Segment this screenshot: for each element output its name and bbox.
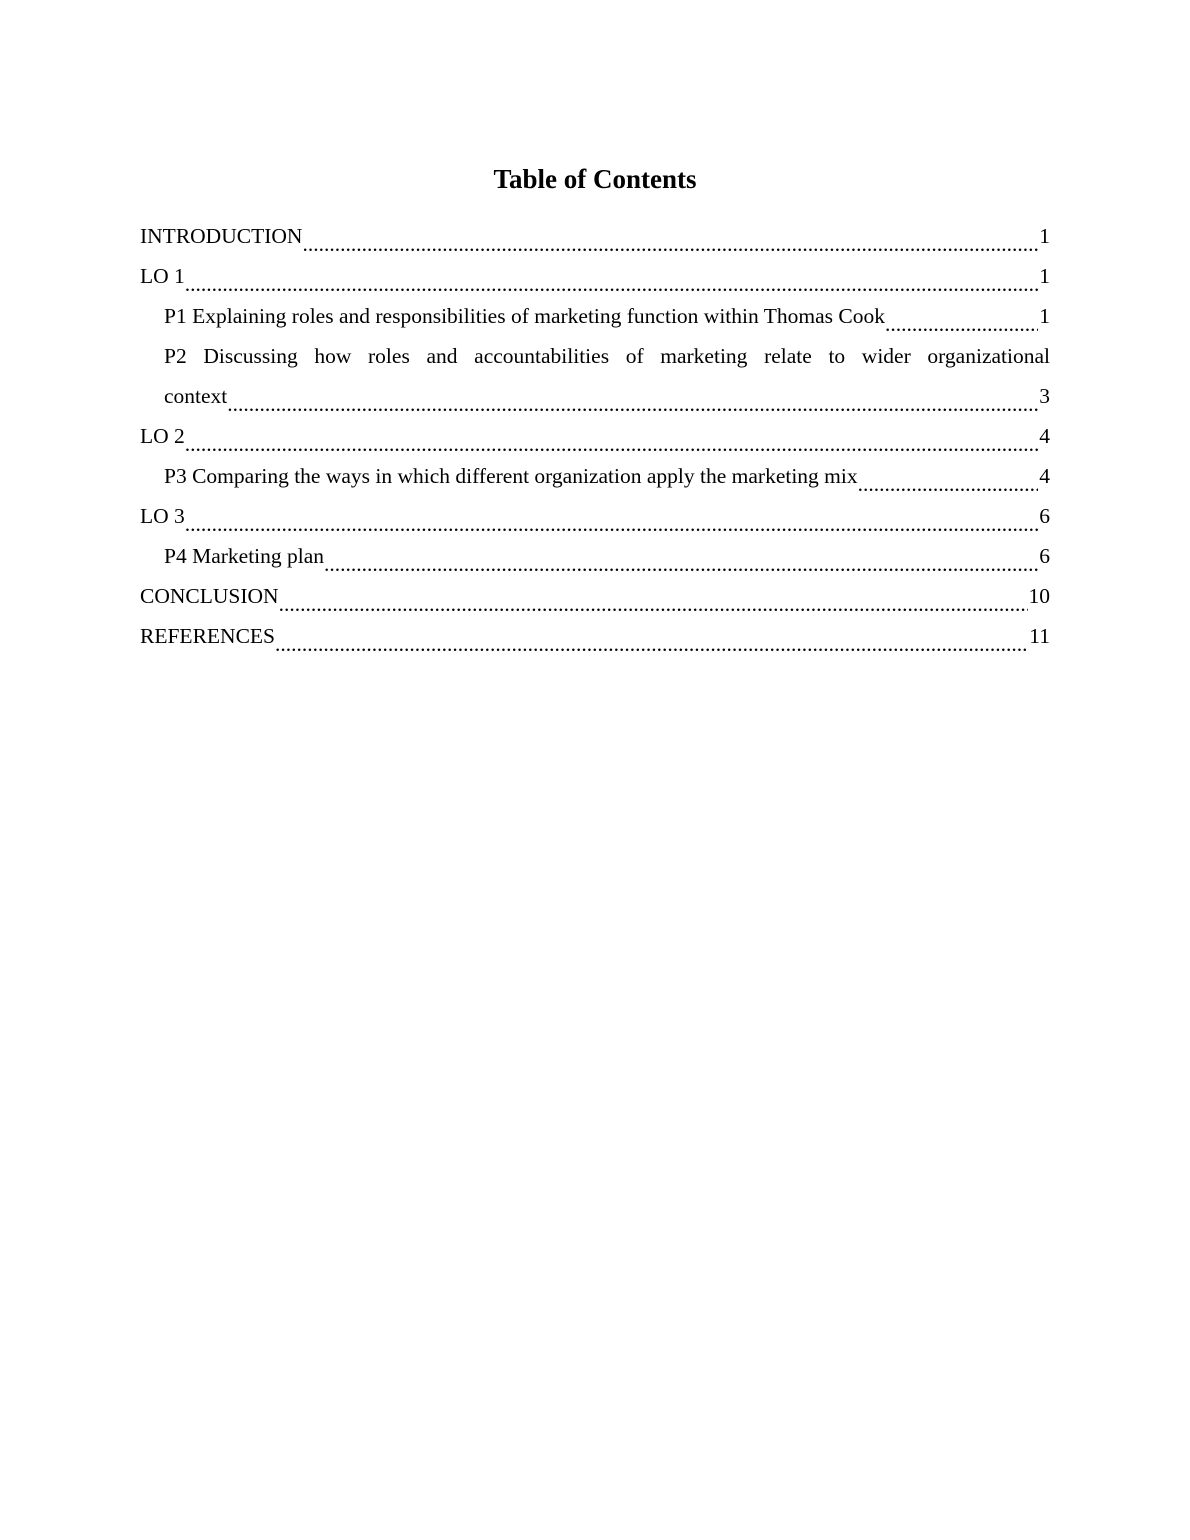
- page-title: Table of Contents: [493, 164, 697, 194]
- toc-entry-label: LO 2 .....: [140, 424, 185, 448]
- toc-entry-lo2[interactable]: [140, 416, 1050, 456]
- toc-entry-lo3[interactable]: [140, 496, 1050, 536]
- toc-entry-page-number: 1: [1038, 216, 1050, 256]
- toc-entry-page-number: 1: [1038, 256, 1050, 296]
- toc-entry-label: P3 Comparing the ways in which different organization apply the marketing mix .....: [164, 464, 858, 488]
- toc-entry-page-number: 4: [1038, 456, 1050, 496]
- toc-entry-label: P4 Marketing plan .....: [164, 544, 324, 568]
- toc-entry-label: P1 Explaining roles and responsibilities of marketing function within Thomas Cook .....: [164, 304, 885, 328]
- toc-entry-label: REFERENCES .....: [140, 624, 275, 648]
- toc-entry-references[interactable]: [140, 616, 1050, 656]
- toc-entry-page-number: 11: [1028, 616, 1050, 656]
- toc-entry-page-number: 10: [1028, 576, 1051, 616]
- toc-entry-label: INTRODUCTION .....: [140, 224, 302, 248]
- toc-entry-page-number: 6: [1038, 536, 1050, 576]
- toc-entry-p1[interactable]: [164, 296, 1050, 336]
- table-of-contents: [140, 216, 1050, 656]
- toc-entry-label: LO 1 .....: [140, 264, 185, 288]
- toc-entry-page-number: 3: [1038, 376, 1050, 416]
- toc-entry-conclusion[interactable]: [140, 576, 1050, 616]
- toc-entry-label: LO 3 .....: [140, 504, 185, 528]
- toc-entry-page-number: 1: [1038, 296, 1050, 336]
- toc-entry-label-line2-row: [164, 376, 1050, 416]
- toc-entry-label-line1: P2 Discussing how roles and accountabilities of marketing relate to wider organizational: [164, 344, 1050, 368]
- toc-entry-lo1[interactable]: [140, 256, 1050, 296]
- toc-entry-p4[interactable]: [164, 536, 1050, 576]
- toc-entry-label: context .....: [164, 384, 227, 408]
- toc-entry-page-number: 4: [1038, 416, 1050, 456]
- toc-entry-p2[interactable]: [164, 336, 1050, 416]
- toc-entry-label: CONCLUSION .....: [140, 584, 279, 608]
- toc-entry-introduction[interactable]: [140, 216, 1050, 256]
- toc-entry-page-number: 6: [1038, 496, 1050, 536]
- toc-entry-p3[interactable]: [164, 456, 1050, 496]
